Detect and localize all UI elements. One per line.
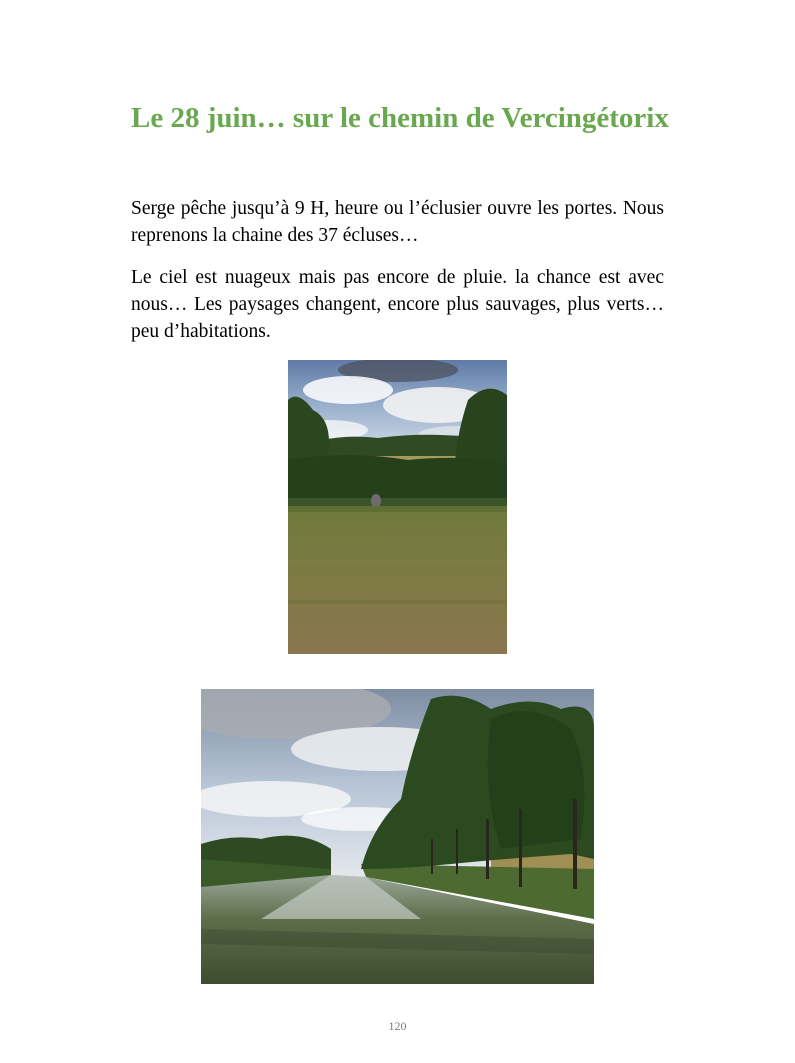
canal-photo — [201, 689, 594, 984]
page-title: Le 28 juin… sur le chemin de Vercingétorix — [131, 102, 669, 134]
paragraph-2: Le ciel est nuageux mais pas encore de pluie. la chance est avec nous… Les paysages changent, encore plus sauvages, plus verts…peu d’habitations. — [131, 267, 664, 342]
page-number: 120 — [388, 1019, 407, 1033]
paragraph-1: Serge pêche jusqu’à 9 H, heure ou l’éclusier ouvre les portes. Nous reprenons la chaine des 37 écluses… — [131, 198, 664, 246]
meadow-photo — [288, 360, 507, 654]
